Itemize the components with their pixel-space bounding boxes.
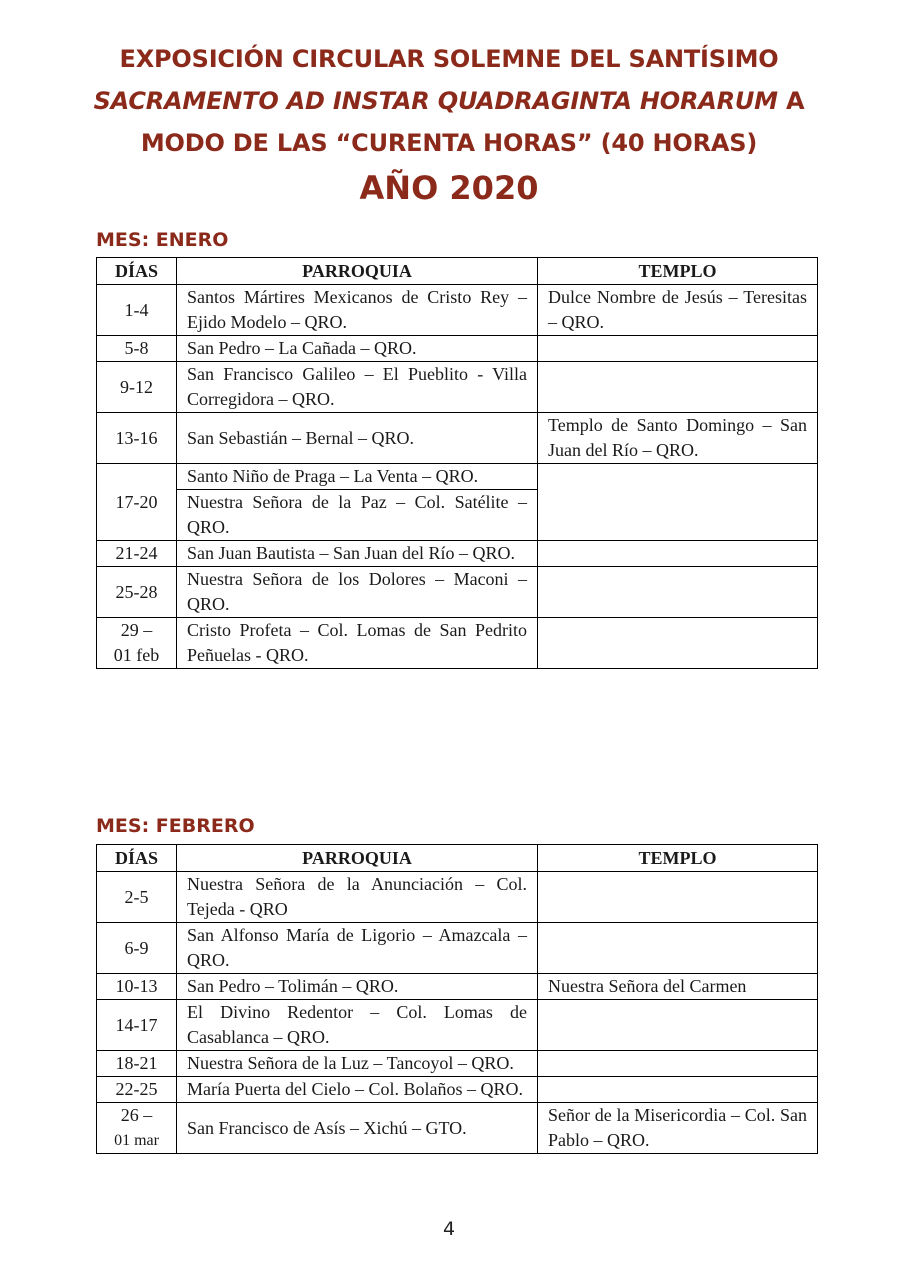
title-line-2-tail: A [777,87,805,115]
table-header-row [97,258,818,285]
table-row [97,567,818,618]
cell-dias: 1-4 [97,285,177,336]
table-row [97,1103,818,1154]
cell-dias: 2-5 [97,872,177,923]
cell-templo [538,362,818,413]
table-row [97,1051,818,1077]
cell-parroquia: San Juan Bautista – San Juan del Río – QRO. [177,541,538,567]
cell-dias: 6-9 [97,923,177,974]
cell-templo: Nuestra Señora del Carmen [538,974,818,1000]
document-title [0,38,898,164]
cell-dias [97,1103,177,1154]
cell-parroquia: Nuestra Señora de la Anunciación – Col. Tejeda - QRO [177,872,538,923]
cell-parroquia: San Francisco de Asís – Xichú – GTO. [177,1103,538,1154]
cell-dias: 18-21 [97,1051,177,1077]
cell-parroquia: San Pedro – La Cañada – QRO. [177,336,538,362]
cell-parroquia: Nuestra Señora de los Dolores – Maconi – QRO. [177,567,538,618]
table-row [97,464,818,490]
table-row [97,285,818,336]
cell-dias: 25-28 [97,567,177,618]
cell-parroquia: San Pedro – Tolimán – QRO. [177,974,538,1000]
cell-dias: 10-13 [97,974,177,1000]
dias-end: 01 feb [113,645,160,665]
cell-templo [538,1077,818,1103]
cell-templo: Señor de la Misericordia – Col. San Pablo – QRO. [538,1103,818,1154]
table-header-row [97,845,818,872]
table-row [97,413,818,464]
header-dias: DÍAS [97,845,177,872]
table-row [97,362,818,413]
cell-dias: 14-17 [97,1000,177,1051]
cell-parroquia: Cristo Profeta – Col. Lomas de San Pedrito Peñuelas - QRO. [177,618,538,669]
dias-start: 26 – [120,1105,153,1125]
month-heading-febrero: MES: FEBRERO [96,815,255,837]
title-line-1: EXPOSICIÓN CIRCULAR SOLEMNE DEL SANTÍSIMO [119,45,779,73]
year-heading: AÑO 2020 [359,169,539,207]
cell-templo [538,872,818,923]
title-line-3: MODO DE LAS “CURENTA HORAS” (40 HORAS) [140,129,758,157]
cell-parroquia: San Francisco Galileo – El Pueblito - Villa Corregidora – QRO. [177,362,538,413]
cell-templo [538,923,818,974]
cell-dias: 5-8 [97,336,177,362]
cell-parroquia: El Divino Redentor – Col. Lomas de Casablanca – QRO. [177,1000,538,1051]
header-templo: TEMPLO [538,845,818,872]
cell-dias [97,618,177,669]
cell-templo: Dulce Nombre de Jesús – Teresitas – QRO. [538,285,818,336]
cell-dias: 17-20 [97,464,177,541]
table-row [97,974,818,1000]
table-row [97,618,818,669]
cell-dias: 21-24 [97,541,177,567]
title-line-2 [0,80,898,122]
dias-start: 29 – [120,620,153,640]
header-templo: TEMPLO [538,258,818,285]
month-heading-enero: MES: ENERO [96,229,229,251]
cell-parroquia: Santo Niño de Praga – La Venta – QRO. [177,464,538,490]
cell-dias: 13-16 [97,413,177,464]
header-parroquia: PARROQUIA [177,845,538,872]
table-row [97,923,818,974]
table-row [97,336,818,362]
schedule-table-febrero [96,844,818,1154]
page-number: 4 [442,1218,456,1240]
table-row [97,541,818,567]
table-row [97,1000,818,1051]
dias-end: 01 mar [114,1132,159,1149]
cell-templo: Templo de Santo Domingo – San Juan del Río – QRO. [538,413,818,464]
table-row [97,1077,818,1103]
cell-parroquia: Nuestra Señora de la Luz – Tancoyol – QRO. [177,1051,538,1077]
title-line-2-italic: SACRAMENTO AD INSTAR QUADRAGINTA HORARUM [93,87,778,115]
cell-templo [538,1000,818,1051]
cell-templo [538,567,818,618]
cell-templo [538,464,818,541]
cell-templo [538,336,818,362]
table-row [97,872,818,923]
schedule-table-enero [96,257,818,669]
cell-parroquia: Santos Mártires Mexicanos de Cristo Rey – Ejido Modelo – QRO. [177,285,538,336]
cell-parroquia: Nuestra Señora de la Paz – Col. Satélite – QRO. [177,490,538,541]
cell-parroquia: María Puerta del Cielo – Col. Bolaños – QRO. [177,1077,538,1103]
cell-templo [538,541,818,567]
cell-dias: 9-12 [97,362,177,413]
header-dias: DÍAS [97,258,177,285]
cell-templo [538,618,818,669]
cell-templo [538,1051,818,1077]
cell-dias: 22-25 [97,1077,177,1103]
header-parroquia: PARROQUIA [177,258,538,285]
cell-parroquia: San Alfonso María de Ligorio – Amazcala – QRO. [177,923,538,974]
cell-parroquia: San Sebastián – Bernal – QRO. [177,413,538,464]
